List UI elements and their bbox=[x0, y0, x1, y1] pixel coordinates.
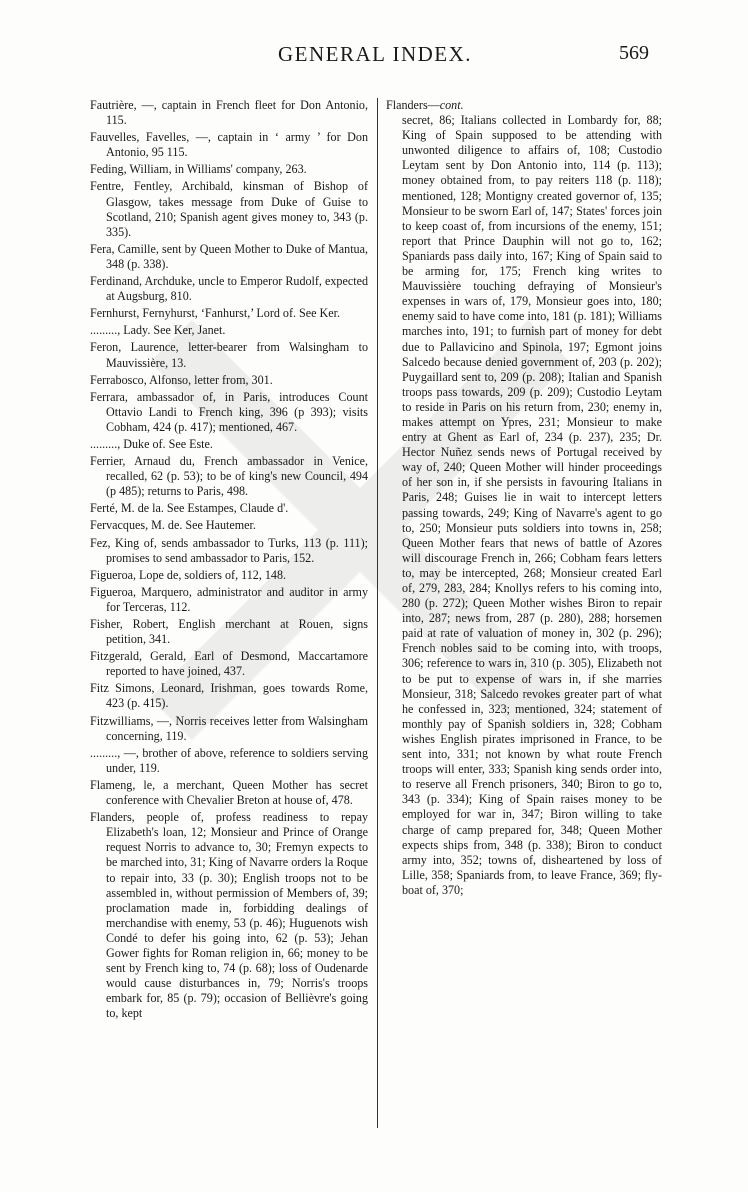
right-column bbox=[386, 98, 662, 898]
running-title: GENERAL INDEX. bbox=[278, 42, 473, 66]
page-header bbox=[0, 42, 748, 72]
left-column bbox=[90, 98, 368, 1023]
index-entry: ........., Lady. See Ker, Janet. bbox=[90, 323, 226, 338]
page-number: 569 bbox=[619, 42, 649, 64]
continued-entry-text: secret, 86; Italians collected in Lombardy for, 88; King of Spain supposed to be attending with unwonted diligence to affairs of, 108; Custodio Leytam sent by Don Antonio into, 114 (p. 113); money obtained from, to pay reiters 118 (p. 118); mentioned, 128; Montigny created governor of, 135; Monsieur to be sworn Earl of, 147; States' forces join to keep coast of, from incursions of the enemy, 151; report that Prince Dauphin will not go to, 162; Spaniards pass daily into, 167; King of Spain said to be arming for, 175; French king writes to Mauvissière touching defraying of Monsieur's expenses in wars of, 179, Monsieur goes into, 180; enemy said to have come into, 181 (p. 181); Williams marches into, 191; to furnish part of money for debt due to Pallavicino and Spinola, 197; Egmont joins Salcedo because denied government of, 203 (p. 202); Puygaillard sent to, 209 (p. 208); Italian and Spanish troops pass towards, 209 (p. 209); Custodio Leytam to reside in Paris on his return from, 230; enemy in, makes attempt on Ypres, 231; Monsieur to make entry at Ghent as Earl of, 234 (p. 237), 235; Dr. Hector Nuñez sends news of Portugal received by way of, 240; Queen Mother will hinder proceedings of her son in, if she persists in favouring Italians in Paris, 248; Guises lie in wait to intercept letters passing towards, 249; King of Navarre's agent to go to, 250; Monsieur puts soldiers into towns in, 258; Queen Mother fears that news of battle of Azores will discourage French in, 266; Cobham fears letters to, may be intercepted, 268; Monsieur created Earl of, 279, 283, 284; Knollys refers to his coming into, 280 (p. 272); Queen Mother wishes Biron to repair into, 287; news from, 287 (p. 280), 288; horsemen paid at rate of valuation of money in, 302 (p. 296); French nobles said to be coming into, with troops, 306; reference to wars in, 310 (p. 305), Elizabeth not to be put to expense of wars in, if she marries Monsieur, 318; Salcedo revokes greater part of what he confessed in, 323; mentioned, 324; statement of monthly pay of Spanish soldiers in, 328; Cobham wishes English pirates imprisoned in France, to be sent into, 331; not known by what route French troops will enter, 333; Spanish king sends order into, to reserve all French prisoners, 340; Biron to go to, 343 (p. 334); King of Spain raises money to be employed for war in, 347; Biron willing to take charge of camp prepared for, 348; Queen Mother expects ships from, 348 (p. 338); Biron to conduct army into, 352; towns of, disheartened by loss of Lille, 358; Spaniards from, to leave France, 369; fly-boat of, 370; bbox=[402, 113, 662, 897]
index-entry: Fez, King of, sends ambassador to Turks, 113 (p. 111); promises to send ambassador to Paris, 152. bbox=[90, 535, 368, 565]
index-entry: Ferrara, ambassador of, in Paris, introduces Count Ottavio Landi to French king, 396 (p 393); visits Cobham, 424 (p. 417); mentioned, 467. bbox=[90, 389, 368, 434]
index-entry: Ferdinand, Archduke, uncle to Emperor Rudolf, expected at Augsburg, 810. bbox=[90, 274, 368, 304]
column-divider bbox=[377, 98, 378, 1128]
index-entry: Fentre, Fentley, Archibald, kinsman of Bishop of Glasgow, takes message from Duke of Guise to Scotland, 210; Spanish agent gives money to, 343 (p. 335). bbox=[90, 179, 368, 239]
index-entry: Fernhurst, Fernyhurst, ‘Fanhurst,’ Lord of. See Ker. bbox=[90, 306, 341, 321]
index-entry: Ferrier, Arnaud du, French ambassador in Venice, recalled, 62 (p. 53); to be of king's new Council, 494 (p 485); returns to Paris, 498. bbox=[90, 454, 368, 499]
index-entry: Feron, Laurence, letter-bearer from Walsingham to Mauvissière, 13. bbox=[90, 340, 368, 370]
continued-mark: cont. bbox=[439, 98, 464, 112]
index-entry: Fautrière, —, captain in French fleet for Don Antonio, 115. bbox=[90, 98, 368, 128]
index-entry: Fitzgerald, Gerald, Earl of Desmond, Maccartamore reported to have joined, 437. bbox=[90, 649, 368, 679]
index-entry: Figueroa, Marquero, administrator and auditor in army for Terceras, 112. bbox=[90, 584, 368, 614]
index-entry: Fisher, Robert, English merchant at Rouen, signs petition, 341. bbox=[90, 617, 368, 647]
index-entry: Fitz Simons, Leonard, Irishman, goes towards Rome, 423 (p. 415). bbox=[90, 681, 368, 711]
index-entry: Fitzwilliams, —, Norris receives letter from Walsingham concerning, 119. bbox=[90, 713, 368, 743]
index-entry: ........., —, brother of above, reference to soldiers serving under, 119. bbox=[90, 745, 368, 775]
index-entry: Fera, Camille, sent by Queen Mother to Duke of Mantua, 348 (p. 338). bbox=[90, 241, 368, 271]
index-entry: Feding, William, in Williams' company, 263. bbox=[90, 162, 307, 177]
index-entry: Figueroa, Lope de, soldiers of, 112, 148. bbox=[90, 567, 287, 582]
index-entry: Fauvelles, Favelles, —, captain in ‘ army ’ for Don Antonio, 95 115. bbox=[90, 130, 368, 160]
index-entry: Ferté, M. de la. See Estampes, Claude d'. bbox=[90, 501, 289, 516]
index-entry: Fervacques, M. de. See Hautemer. bbox=[90, 518, 256, 533]
index-entry: Flameng, le, a merchant, Queen Mother has secret conference with Chevalier Breton at house of, 478. bbox=[90, 777, 368, 808]
continued-heading: Flanders—cont. bbox=[386, 98, 464, 112]
index-entry: ........., Duke of. See Este. bbox=[90, 436, 213, 451]
index-entry: Ferrabosco, Alfonso, letter from, 301. bbox=[90, 372, 273, 387]
index-entry: Flanders, people of, profess readiness to repay Elizabeth's loan, 12; Monsieur and Prince of Orange request Norris to advance to, 30; Fremyn expects to be marched into, 31; King of Navarre orders la Roque to repair into, 33 (p. 30); English troops not to be assembled in, without permission of Members of, 39; proclamation made in, forbidding dealings of merchandise with enemy, 53 (p. 46); Huguenots wish Condé to defer his going into, 62 (p. 53); Jehan Gower fights for Roman religion in, 66; money to be sent by French king to, 74 (p. 68); loss of Oudenarde would cause disturbances in, 79; Norris's troops embark for, 85 (p. 79); occasion of Bellièvre's going to, kept bbox=[90, 810, 368, 1021]
